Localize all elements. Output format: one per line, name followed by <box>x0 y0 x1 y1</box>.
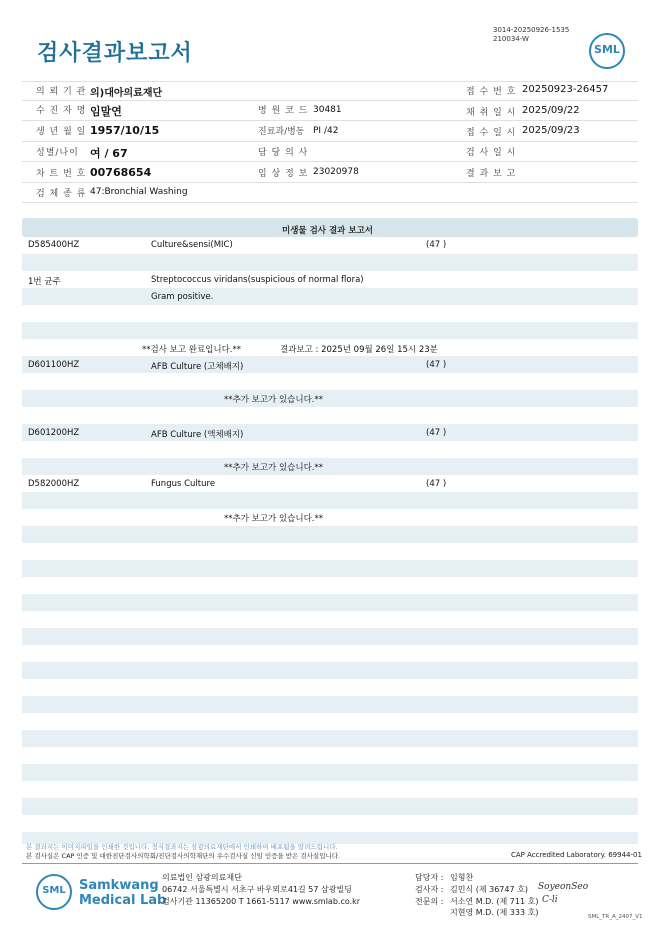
row-band <box>22 492 638 509</box>
page-title: 검사결과보고서 <box>37 41 193 66</box>
test-name: AFB Culture (고체배지) <box>151 362 244 372</box>
row-band <box>22 594 638 611</box>
divider <box>22 81 638 82</box>
manager-label: 담당자 : <box>415 873 444 882</box>
sex-age-value: 여 / 67 <box>90 147 128 160</box>
divider <box>22 120 638 121</box>
signature-1: SoyeonSeo <box>538 882 589 892</box>
additional-report-note: **추가 보고가 있습니다.** <box>224 514 324 524</box>
manager-name: 임형찬 <box>450 873 474 882</box>
additional-report-note: **추가 보고가 있습니다.** <box>224 463 324 473</box>
receipt-no-value: 20250923-26457 <box>522 84 609 95</box>
birth-label: 생 년 월 일 <box>36 127 87 137</box>
document-id <box>493 26 569 44</box>
divider <box>22 182 638 183</box>
physician-label: 담 당 의 사 <box>258 148 309 158</box>
accreditation-notice: 본 검사실은 CAP 인증 및 대한진단검사의학회/진단검사의학재단의 우수검사실 신임 인증을 받은 검사실입니다. <box>26 852 341 860</box>
row-band <box>22 356 638 373</box>
collect-date-label: 채 취 일 시 <box>466 108 517 118</box>
receipt-no-label: 접 수 번 호 <box>466 87 517 97</box>
row-band <box>22 288 638 305</box>
hospital-code-label: 병 원 코 드 <box>258 106 309 116</box>
row-band <box>22 798 638 815</box>
clinical-info-value: 23020978 <box>313 167 359 177</box>
organization-name: 의료법인 삼광의료재단 <box>162 873 242 882</box>
brand-name-line2: Medical Lab <box>79 893 167 908</box>
row-band <box>22 254 638 271</box>
divider <box>22 202 638 203</box>
receipt-date-label: 접 수 일 시 <box>466 128 517 138</box>
specimen-code: (47 ) <box>426 240 447 250</box>
gram-stain: Gram positive. <box>151 292 214 302</box>
divider <box>22 863 638 864</box>
test-code: D585400HZ <box>28 240 80 250</box>
document-id-line1: 3014-20250926-1535 <box>493 26 570 34</box>
orderer-value: 의)대아의료재단 <box>90 88 163 99</box>
tester-name: 김민식 (제 36747 호) <box>450 885 528 894</box>
signature-2: C-li <box>542 895 558 905</box>
test-code: D601200HZ <box>28 428 80 438</box>
row-band <box>22 662 638 679</box>
strain-label: 1번 균주 <box>28 277 61 287</box>
receipt-date-value: 2025/09/23 <box>522 125 580 136</box>
sex-age-label: 성별/나이 <box>36 148 79 158</box>
row-band <box>22 458 638 475</box>
row-band <box>22 764 638 781</box>
test-name: AFB Culture (액체배지) <box>151 430 244 440</box>
birth-value: 1957/10/15 <box>90 124 160 137</box>
specialist-label: 전문의 : <box>415 897 444 906</box>
row-band <box>22 696 638 713</box>
divider <box>22 100 638 101</box>
sml-footer-logo-text: SML <box>42 885 66 896</box>
additional-report-note: **추가 보고가 있습니다.** <box>224 395 324 405</box>
image-print-notice: 본 결과지는 이미지파일을 인쇄한 것입니다. 정식결과지는 삼광의료재단에서 인쇄하여 배포됨을 알려드립니다. <box>26 843 338 851</box>
specimen-code: (47 ) <box>426 479 447 489</box>
hospital-code-value: 30481 <box>313 105 342 115</box>
test-code: D601100HZ <box>28 360 80 370</box>
document-id-line2: 210034-W <box>493 35 529 43</box>
form-version: SML_TR_A_2407_V1 <box>588 914 643 920</box>
row-band <box>22 560 638 577</box>
report-label: 결 과 보 고 <box>466 169 517 179</box>
specimen-label: 검 체 종 류 <box>36 189 87 199</box>
collect-date-value: 2025/09/22 <box>522 105 580 116</box>
test-name: Fungus Culture <box>151 479 216 489</box>
test-code: D582000HZ <box>28 479 80 489</box>
specialist-name-2: 지현영 M.D. (제 333 호) <box>450 908 539 917</box>
organization-address: 06742 서울특별시 서초구 바우뫼로41길 57 삼광빌딩 <box>162 885 352 894</box>
divider <box>22 161 638 162</box>
clinical-info-label: 임 상 정 보 <box>258 169 309 179</box>
row-band <box>22 322 638 339</box>
row-band <box>22 390 638 407</box>
specialist-name-1: 서소연 M.D. (제 711 호) <box>450 897 539 906</box>
test-name: Culture&sensi(MIC) <box>151 240 233 250</box>
organization-contact: 검사기관 11365200 T 1661-5117 www.smlab.co.kr <box>162 897 361 906</box>
dept-label: 진료과/병동 <box>258 127 305 137</box>
specimen-code: (47 ) <box>426 428 447 438</box>
chart-no-value: 00768654 <box>90 166 152 179</box>
chart-no-label: 차 트 번 호 <box>36 169 87 179</box>
orderer-label: 의 뢰 기 관 <box>36 87 87 97</box>
tester-label: 검사자 : <box>415 885 444 894</box>
row-band <box>22 628 638 645</box>
cap-accreditation: CAP Accredited Laboratory. 69944-01 <box>511 851 642 859</box>
dept-value: PI /42 <box>313 126 339 136</box>
divider <box>22 141 638 142</box>
brand-name-line1: Samkwang <box>79 878 159 893</box>
patient-name-value: 임말연 <box>90 105 122 118</box>
report-header: 미생물 검사 결과 보고서 <box>282 226 373 236</box>
row-band <box>22 424 638 441</box>
report-complete-note: **검사 보고 완료입니다.** <box>142 345 242 355</box>
test-date-label: 검 사 일 시 <box>466 148 517 158</box>
specimen-code: (47 ) <box>426 360 447 370</box>
result-report-time: 결과보고 : 2025년 09월 26일 15시 23분 <box>280 345 438 355</box>
row-band <box>22 526 638 543</box>
sml-logo-text: SML <box>594 43 620 56</box>
specimen-value: 47:Bronchial Washing <box>90 187 188 197</box>
organism-name: Streptococcus viridans(suspicious of normal flora) <box>151 275 364 285</box>
row-band <box>22 730 638 747</box>
patient-name-label: 수 진 자 명 <box>36 106 87 116</box>
